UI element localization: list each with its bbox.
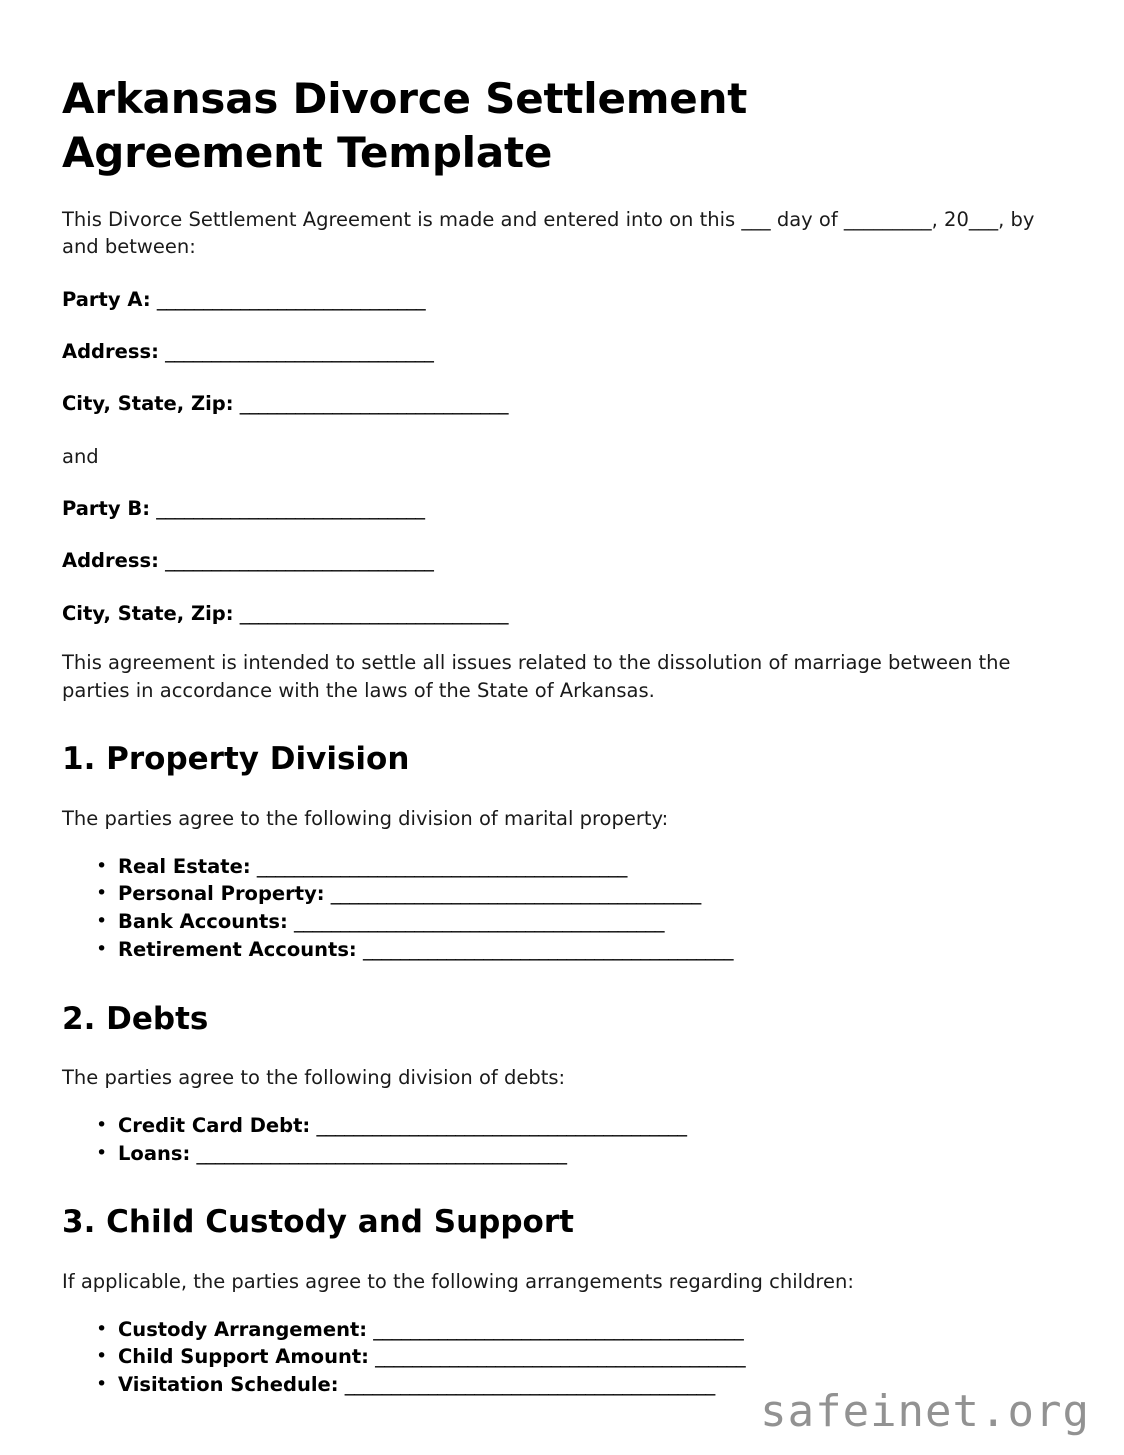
list-item-blank[interactable]: ________________________________________ <box>373 1317 744 1341</box>
list-item <box>62 880 1062 908</box>
list-item-blank[interactable]: ________________________________________ <box>362 937 733 961</box>
field-blank-party-a-city-state-zip[interactable]: _____________________________ <box>239 392 509 416</box>
list-property-division <box>62 833 1062 964</box>
list-item-blank[interactable]: ________________________________________ <box>330 882 701 906</box>
field-party-b-address <box>62 522 1062 574</box>
field-blank-party-b-address[interactable]: _____________________________ <box>165 549 434 573</box>
list-debts <box>62 1092 1062 1167</box>
list-item-blank[interactable]: ________________________________________ <box>293 910 664 934</box>
field-label-party-b-city-state-zip: City, State, Zip: <box>62 601 234 625</box>
field-party-a-address <box>62 313 1062 365</box>
list-item-label: Loans: <box>118 1141 191 1165</box>
parties-conjunction: and <box>62 444 99 468</box>
list-item <box>62 936 1062 964</box>
list-item-label: Credit Card Debt: <box>118 1113 311 1137</box>
field-label-party-a-address: Address: <box>62 340 159 364</box>
field-party-b <box>62 470 1062 522</box>
field-label-party-b-address: Address: <box>62 549 159 573</box>
field-party-a-city-state-zip <box>62 365 1062 417</box>
field-blank-party-b-city-state-zip[interactable]: _____________________________ <box>239 601 509 625</box>
list-item <box>62 908 1062 936</box>
list-item-blank[interactable]: ________________________________________ <box>344 1373 715 1397</box>
list-item-label: Custody Arrangement: <box>118 1317 368 1341</box>
page-title: Arkansas Divorce Settlement Agreement Template <box>62 74 748 177</box>
field-label-party-a-city-state-zip: City, State, Zip: <box>62 392 234 416</box>
list-item-label: Personal Property: <box>118 882 325 906</box>
field-party-a <box>62 261 1062 313</box>
list-item <box>62 1140 1062 1168</box>
list-item <box>62 1112 1062 1140</box>
list-item <box>62 1343 1062 1371</box>
list-item-blank[interactable]: ________________________________________ <box>196 1141 567 1165</box>
field-party-b-city-state-zip <box>62 575 1062 627</box>
list-item-label: Bank Accounts: <box>118 910 288 934</box>
section-intro-child-custody-and-support: If applicable, the parties agree to the following arrangements regarding children: <box>62 1270 854 1294</box>
list-item <box>62 853 1062 881</box>
field-label-party-b: Party B: <box>62 497 151 521</box>
list-item-blank[interactable]: ________________________________________ <box>256 854 627 878</box>
section-intro-property-division: The parties agree to the following division of marital property: <box>62 807 669 831</box>
watermark: safeinet.org <box>760 1386 1090 1437</box>
list-item-label: Retirement Accounts: <box>118 937 357 961</box>
field-label-party-a: Party A: <box>62 287 151 311</box>
list-child-custody-and-support <box>62 1296 1062 1399</box>
field-blank-party-a[interactable]: _____________________________ <box>156 287 426 311</box>
governing-law-paragraph: This agreement is intended to settle all issues related to the dissolution of marriage between the parties in accordance with the laws of the State of Arkansas. <box>62 650 1011 702</box>
list-item-blank[interactable]: ________________________________________ <box>375 1345 746 1369</box>
intro-paragraph: This Divorce Settlement Agreement is made and entered into on this ___ day of _________, 20___, by and between: <box>62 207 1035 259</box>
list-item-label: Child Support Amount: <box>118 1345 369 1369</box>
section-heading-debts: 2. Debts <box>62 1000 209 1037</box>
section-heading-property-division: 1. Property Division <box>62 741 410 778</box>
section-intro-debts: The parties agree to the following division of debts: <box>62 1066 566 1090</box>
list-item <box>62 1316 1062 1344</box>
list-item-label: Visitation Schedule: <box>118 1373 339 1397</box>
list-item-label: Real Estate: <box>118 854 251 878</box>
field-blank-party-b[interactable]: _____________________________ <box>156 497 425 521</box>
section-heading-child-custody-and-support: 3. Child Custody and Support <box>62 1204 574 1241</box>
field-blank-party-a-address[interactable]: _____________________________ <box>165 340 434 364</box>
list-item-blank[interactable]: ________________________________________ <box>316 1113 687 1137</box>
